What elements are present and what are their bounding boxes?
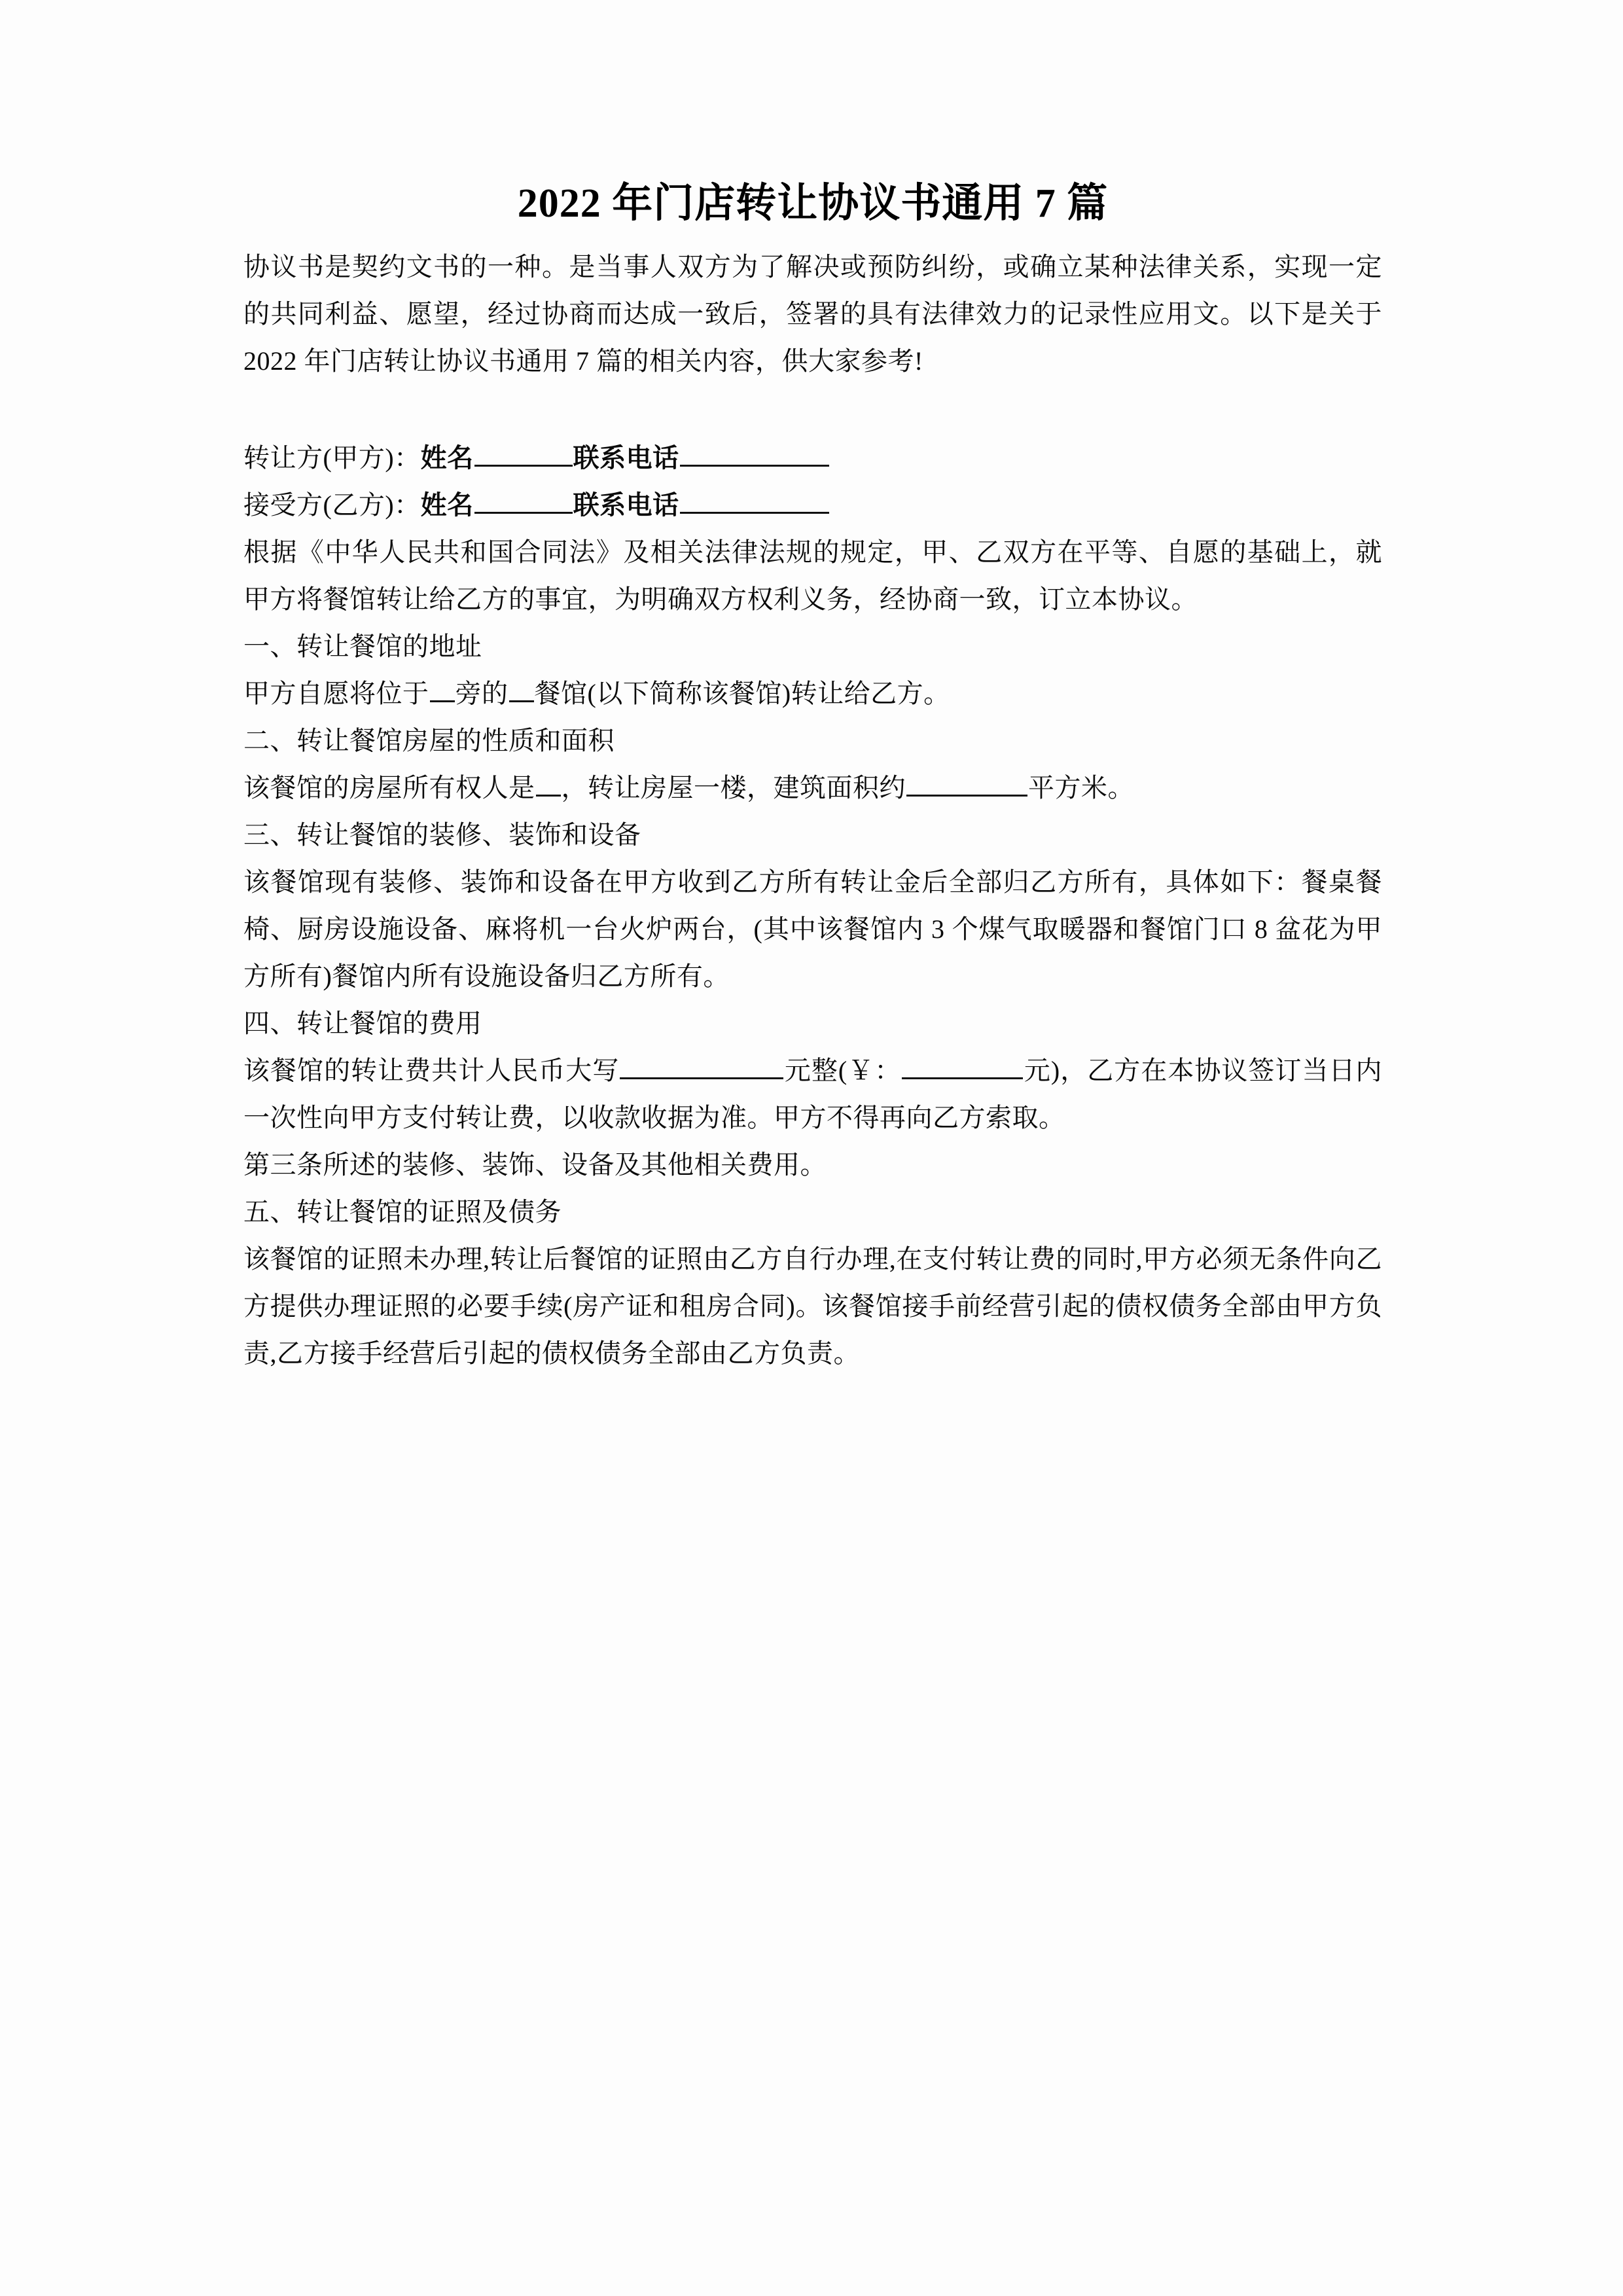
section-4-text-b: 元整(￥：	[784, 1055, 902, 1085]
transferee-name-blank[interactable]	[474, 488, 573, 514]
section-heading-4: 四、转让餐馆的费用	[243, 1008, 482, 1038]
section-body-1	[243, 670, 1382, 717]
address-blank-1[interactable]	[430, 677, 455, 702]
section-heading-3: 三、转让餐馆的装修、装饰和设备	[243, 819, 641, 850]
transferor-phone-blank[interactable]	[680, 441, 829, 467]
section-body-4-extra: 第三条所述的装修、装饰、设备及其他相关费用。	[243, 1149, 827, 1179]
owner-blank[interactable]	[536, 771, 561, 797]
transferee-line	[243, 482, 1382, 529]
area-blank[interactable]	[906, 771, 1027, 797]
section-2-text-b: ，转让房屋一楼，建筑面积约	[561, 772, 906, 802]
section-1-text-c: 餐馆(以下简称该餐馆)转让给乙方。	[534, 678, 950, 708]
intro-paragraph: 协议书是契约文书的一种。是当事人双方为了解决或预防纠纷，或确立某种法律关系，实现一定的共同利益、愿望，经过协商而达成一致后，签署的具有法律效力的记录性应用文。以下是关于 2022 年门店转让协议书通用 7 篇的相关内容，供大家参考!	[243, 251, 1382, 376]
transferee-role-label: 接受方(乙方)：	[243, 490, 421, 520]
fee-amount-digits-blank[interactable]	[902, 1054, 1023, 1079]
transferee-phone-label: 联系电话	[573, 490, 679, 520]
transferee-phone-blank[interactable]	[680, 488, 829, 514]
section-body-5: 该餐馆的证照未办理,转让后餐馆的证照由乙方自行办理,在支付转让费的同时,甲方必须无条件向乙方提供办理证照的必要手续(房产证和租房合同)。该餐馆接手前经营引起的债权债务全部由甲方负责,乙方接手经营后引起的债权债务全部由乙方负责。	[243, 1244, 1382, 1368]
section-4-text-c: 元)，乙方在本协议签订当日内一次性向甲方支付转让费，以收款收据为准。甲方不得再向乙方索取。	[243, 1055, 1383, 1132]
transferor-name-blank[interactable]	[474, 441, 573, 467]
transferee-name-label: 姓名	[420, 490, 474, 520]
fee-amount-words-blank[interactable]	[620, 1054, 783, 1079]
section-body-3: 该餐馆现有装修、装饰和设备在甲方收到乙方所有转让金后全部归乙方所有，具体如下：餐桌餐椅、厨房设施设备、麻将机一台火炉两台，(其中该餐馆内 3 个煤气取暖器和餐馆门口 8 盆花为甲方所有)餐馆内所有设施设备归乙方所有。	[243, 867, 1382, 991]
transferor-name-label: 姓名	[420, 442, 474, 473]
section-1-text-b: 旁的	[455, 678, 508, 708]
section-heading-2: 二、转让餐馆房屋的性质和面积	[243, 725, 615, 755]
section-heading-5: 五、转让餐馆的证照及债务	[243, 1196, 562, 1227]
transferor-phone-label: 联系电话	[573, 442, 679, 473]
section-heading-1: 一、转让餐馆的地址	[243, 631, 482, 661]
section-2-text-a: 该餐馆的房屋所有权人是	[243, 772, 535, 802]
section-2-text-c: 平方米。	[1028, 772, 1134, 802]
section-body-2	[243, 764, 1382, 812]
section-spacer	[243, 385, 1382, 435]
transferor-line	[243, 435, 1382, 482]
address-blank-2[interactable]	[509, 677, 534, 702]
transferor-role-label: 转让方(甲方)：	[243, 442, 421, 473]
section-4-text-a: 该餐馆的转让费共计人民币大写	[243, 1055, 620, 1085]
document-content	[243, 177, 1382, 1377]
section-body-4	[243, 1047, 1382, 1141]
section-1-text-a: 甲方自愿将位于	[243, 678, 429, 708]
page-title: 2022 年门店转让协议书通用 7 篇	[517, 181, 1109, 226]
preamble-paragraph: 根据《中华人民共和国合同法》及相关法律法规的规定，甲、乙双方在平等、自愿的基础上，就甲方将餐馆转让给乙方的事宜，为明确双方权利义务，经协商一致，订立本协议。	[243, 537, 1382, 614]
